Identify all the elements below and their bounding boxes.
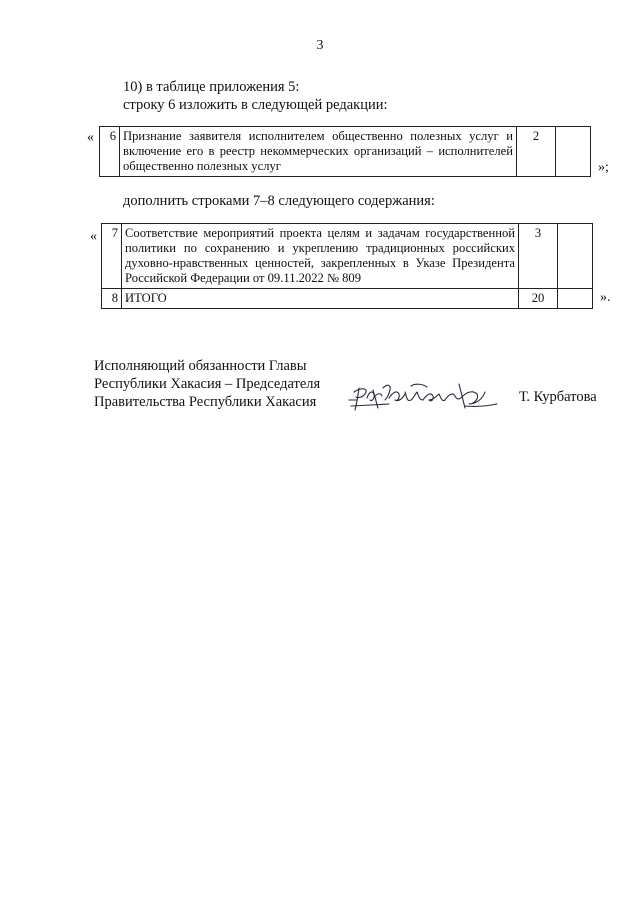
signature-scribble <box>345 378 505 418</box>
row-score: 3 <box>519 224 558 289</box>
row-score: 20 <box>519 289 558 309</box>
row-number: 7 <box>102 224 122 289</box>
table2-open-quote: « <box>90 229 97 244</box>
page-number: 3 <box>316 38 324 53</box>
handwritten-signature <box>345 378 505 423</box>
row-score: 2 <box>517 127 556 177</box>
row-criterion-text: Соответствие мероприятий проекта целям и задачам государственной политики по сохранению и укреплению традиционных российских духовно-нравственных ценностей, закрепленных в Указе Президента Российской Федерации от 09.11.2022 № 809 <box>122 224 519 289</box>
row-criterion-text: ИТОГО <box>122 289 519 309</box>
table1-close-quote: »; <box>598 160 609 175</box>
paragraph-rows78-intro: дополнить строками 7–8 следующего содержания: <box>123 193 435 209</box>
signatory-position-line: Республики Хакасия – Председателя <box>94 376 321 392</box>
table-row <box>102 224 593 289</box>
signatory-position-line: Правительства Республики Хакасия <box>94 394 317 410</box>
row-empty-cell <box>556 127 591 177</box>
row-empty-cell <box>558 224 593 289</box>
paragraph-row6-intro: строку 6 изложить в следующей редакции: <box>123 97 388 113</box>
row-empty-cell <box>558 289 593 309</box>
paragraph-item10: 10) в таблице приложения 5: <box>123 79 300 95</box>
signatory-position <box>94 357 320 411</box>
row-number: 8 <box>102 289 122 309</box>
table-row <box>102 289 593 309</box>
table2-close-quote: ». <box>600 290 611 305</box>
row-number: 6 <box>100 127 120 177</box>
table1-open-quote: « <box>87 130 94 145</box>
table-row <box>100 127 591 177</box>
signatory-position-line: Исполняющий обязанности Главы <box>94 358 307 374</box>
row-criterion-text: Признание заявителя исполнителем общественно полезных услуг и включение его в реестр некоммерческих организаций – исполнителей общественно полезных услуг <box>120 127 517 177</box>
table2 <box>101 223 593 309</box>
table1 <box>99 126 591 177</box>
signatory-name: Т. Курбатова <box>519 389 597 405</box>
